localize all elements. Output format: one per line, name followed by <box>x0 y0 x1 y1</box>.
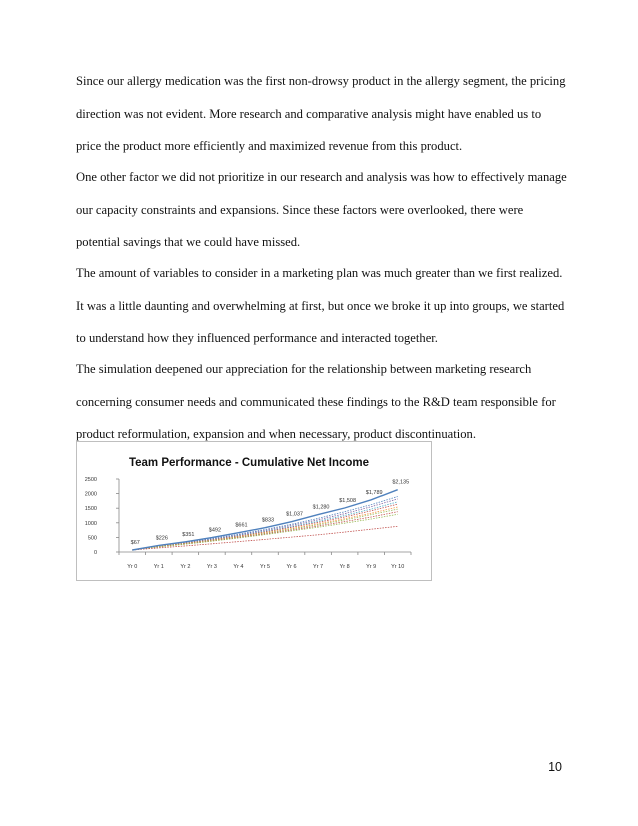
x-tick-label: Yr 5 <box>259 564 271 570</box>
y-tick-label: 1000 <box>84 520 97 527</box>
text-line: The amount of variables to consider in a marketing plan was much greater than we first realized. <box>76 266 563 280</box>
x-tick-label: Yr 10 <box>391 564 405 570</box>
paragraph-capacity <box>76 161 576 259</box>
x-tick-label: Yr 9 <box>366 564 377 570</box>
text-line: One other factor we did not prioritize in our research and analysis was how to effectively manage <box>76 170 567 184</box>
competitor-series-line <box>132 502 397 550</box>
competitor-series-line <box>132 526 397 550</box>
data-label: $67 <box>130 540 140 547</box>
cumulative-net-income-chart <box>77 442 431 580</box>
text-line: It was a little daunting and overwhelming at first, but once we broke it up into groups, we started <box>76 298 565 313</box>
competitor-series-line <box>132 499 397 550</box>
y-tick-label: 2500 <box>84 477 97 483</box>
chart-frame <box>76 441 432 581</box>
data-label: $1,508 <box>339 497 357 504</box>
data-label: $1,280 <box>312 504 330 511</box>
text-line: to understand how they influenced performance and interacted together. <box>76 331 438 345</box>
y-tick-label: 0 <box>93 550 97 556</box>
x-tick-label: Yr 3 <box>206 564 217 570</box>
x-tick-label: Yr 7 <box>313 564 324 570</box>
text-line: concerning consumer needs and communicated these findings to the R&D team responsible for <box>76 394 556 409</box>
x-tick-label: Yr 4 <box>233 564 244 570</box>
y-tick-label: 2000 <box>84 491 97 498</box>
paragraph-variables <box>76 257 576 355</box>
data-label: $226 <box>155 535 168 542</box>
data-label: $2,135 <box>392 479 410 486</box>
data-label: $833 <box>261 517 275 524</box>
data-label: $1,789 <box>365 489 383 496</box>
page-number: 10 <box>548 760 562 774</box>
y-tick-label: 1500 <box>84 506 97 513</box>
x-tick-label: Yr 1 <box>153 564 164 570</box>
text-line: potential savings that we could have missed. <box>76 235 301 249</box>
data-label: $492 <box>208 527 222 534</box>
text-line: The simulation deepened our appreciation for the relationship between marketing research <box>76 362 532 376</box>
x-tick-label: Yr 2 <box>180 564 191 570</box>
data-label: $661 <box>235 522 248 529</box>
text-line: Since our allergy medication was the first non-drowsy product in the allergy segment, the pricing <box>76 74 566 88</box>
text-line: direction was not evident. More research and comparative analysis might have enabled us to <box>76 106 542 121</box>
x-tick-label: Yr 0 <box>127 564 138 570</box>
paragraph-simulation <box>76 353 576 451</box>
paragraph-pricing <box>76 65 576 163</box>
chart-title: Team Performance - Cumulative Net Income <box>128 457 370 469</box>
text-line: price the product more efficiently and maximized revenue from this product. <box>76 139 463 153</box>
y-tick-label: 500 <box>87 535 97 542</box>
x-tick-label: Yr 8 <box>339 564 350 570</box>
x-tick-label: Yr 6 <box>286 564 297 570</box>
data-label: $351 <box>182 531 195 538</box>
data-label: $1,037 <box>286 511 303 518</box>
text-line: our capacity constraints and expansions. Since these factors were overlooked, there were <box>76 202 524 217</box>
text-line: product reformulation, expansion and when necessary, product discontinuation. <box>76 427 476 441</box>
